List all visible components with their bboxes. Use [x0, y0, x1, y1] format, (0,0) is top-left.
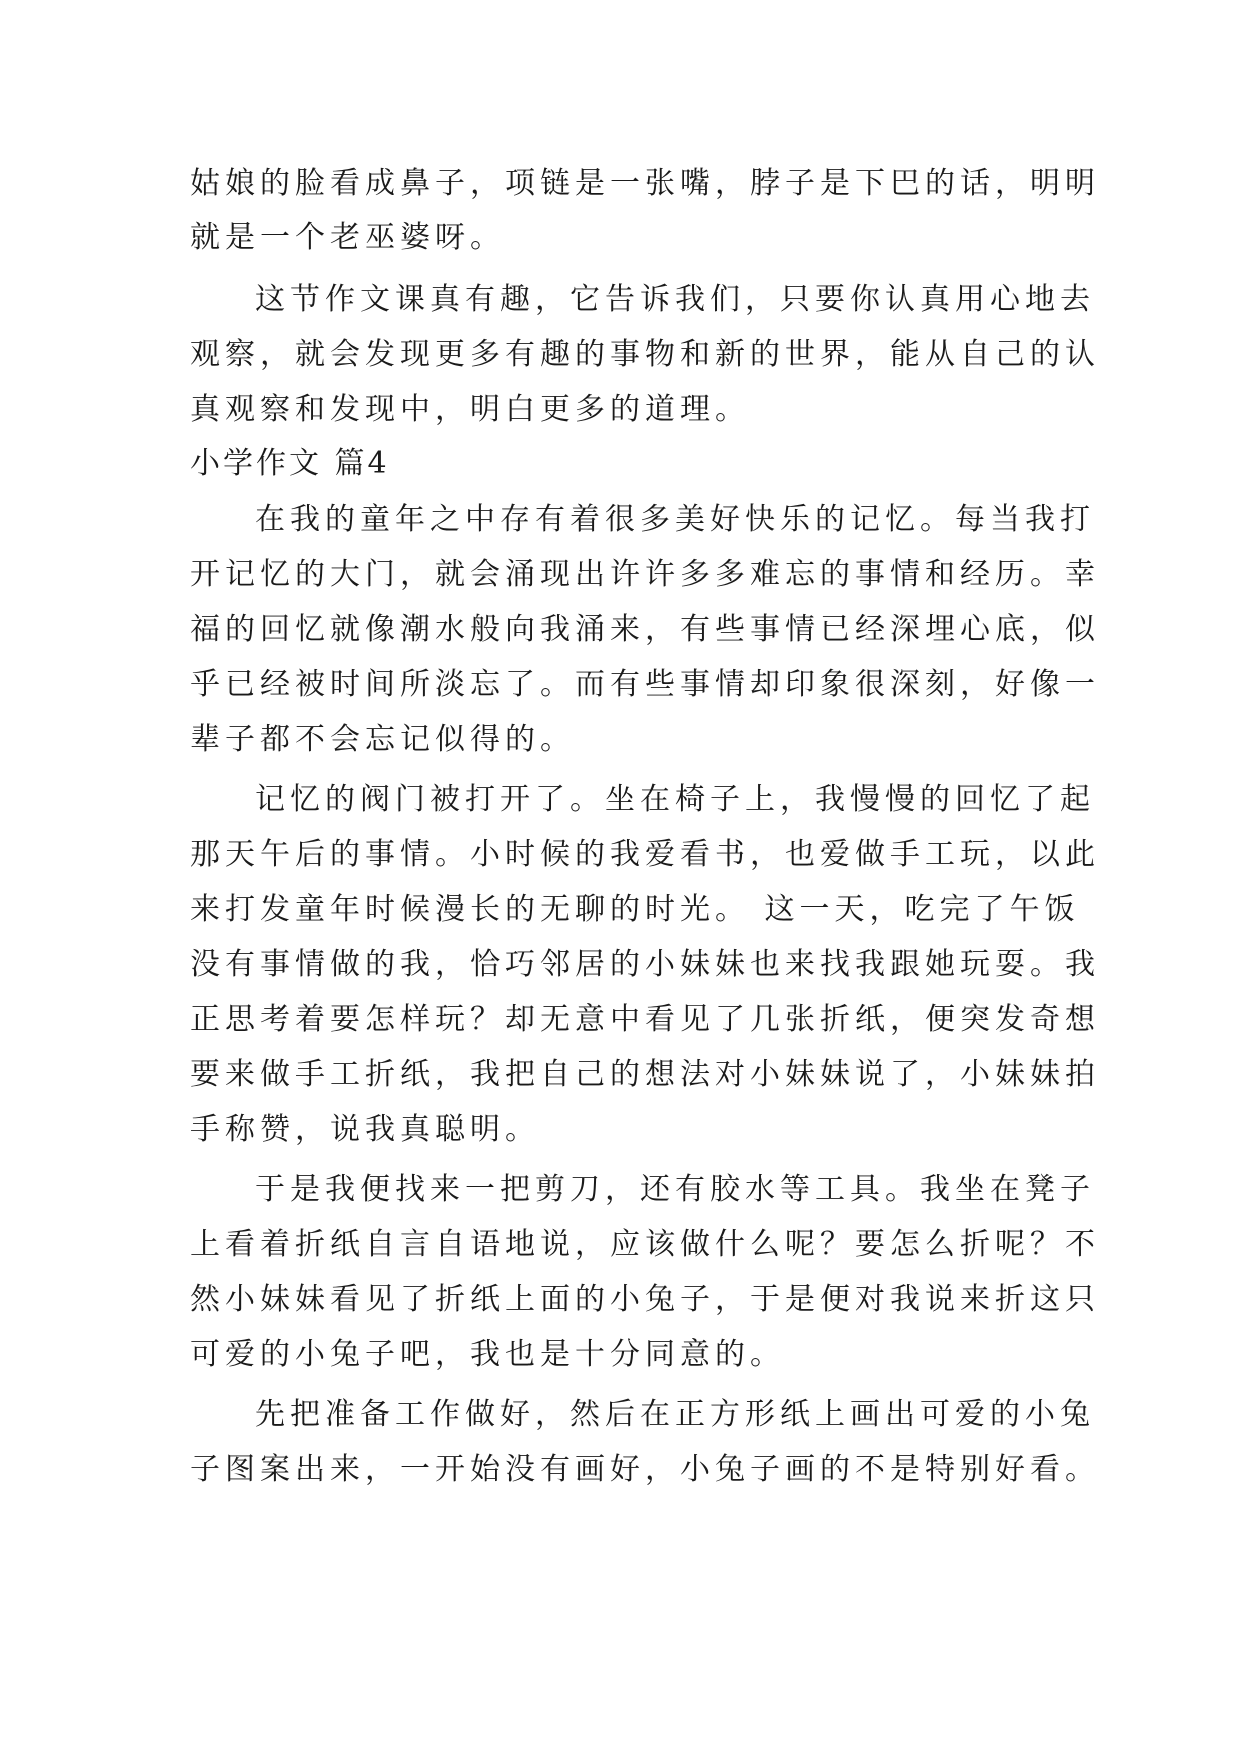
section-heading: 小学作文 篇4 [190, 446, 390, 481]
text-line: 然小妹妹看见了折纸上面的小兔子，于是便对我说来折这只 [190, 1282, 1100, 1317]
text-line: 观察，就会发现更多有趣的事物和新的世界，能从自己的认 [190, 337, 1100, 372]
text-line: 开记忆的大门，就会涌现出许许多多难忘的事情和经历。幸 [190, 557, 1100, 592]
paragraph-first-line: 记忆的阀门被打开了。坐在椅子上，我慢慢的回忆了起 [255, 782, 1095, 817]
text-line: 没有事情做的我，恰巧邻居的小妹妹也来找我跟她玩耍。我 [190, 947, 1100, 982]
text-line: 来打发童年时候漫长的无聊的时光。 这一天，吃完了午饭 [190, 892, 1080, 927]
paragraph-first-line: 在我的童年之中存有着很多美好快乐的记忆。每当我打 [255, 502, 1095, 537]
text-line: 乎已经被时间所淡忘了。而有些事情却印象很深刻，好像一 [190, 667, 1100, 702]
text-line: 可爱的小兔子吧，我也是十分同意的。 [190, 1337, 785, 1372]
text-line: 手称赞，说我真聪明。 [190, 1112, 540, 1147]
text-line: 真观察和发现中，明白更多的道理。 [190, 392, 750, 427]
text-line: 姑娘的脸看成鼻子，项链是一张嘴，脖子是下巴的话，明明 [190, 166, 1100, 201]
text-line: 就是一个老巫婆呀。 [190, 220, 505, 255]
text-line: 那天午后的事情。小时候的我爱看书，也爱做手工玩，以此 [190, 837, 1100, 872]
paragraph-first-line: 这节作文课真有趣，它告诉我们，只要你认真用心地去 [255, 282, 1095, 317]
text-line: 福的回忆就像潮水般向我涌来，有些事情已经深埋心底，似 [190, 612, 1100, 647]
text-line: 子图案出来，一开始没有画好，小兔子画的不是特别好看。 [190, 1452, 1100, 1487]
text-line: 上看着折纸自言自语地说，应该做什么呢？要怎么折呢？不 [190, 1227, 1100, 1262]
text-line: 要来做手工折纸，我把自己的想法对小妹妹说了，小妹妹拍 [190, 1057, 1100, 1092]
text-line: 辈子都不会忘记似得的。 [190, 722, 575, 757]
paragraph-first-line: 先把准备工作做好，然后在正方形纸上画出可爱的小兔 [255, 1397, 1095, 1432]
text-line: 正思考着要怎样玩？却无意中看见了几张折纸，便突发奇想 [190, 1002, 1100, 1037]
paragraph-first-line: 于是我便找来一把剪刀，还有胶水等工具。我坐在凳子 [255, 1172, 1095, 1207]
